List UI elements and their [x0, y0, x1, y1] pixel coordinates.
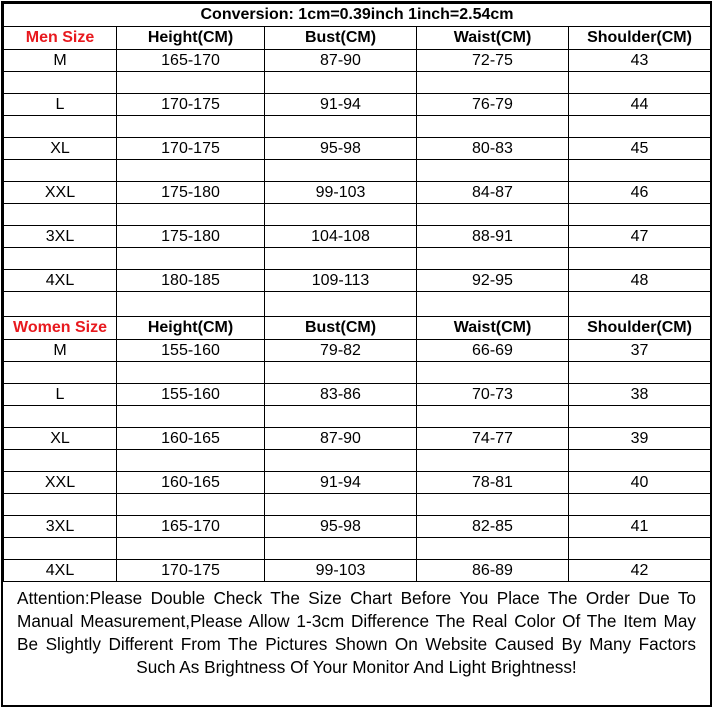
- empty-cell: [569, 362, 711, 384]
- spacer-row: [4, 494, 711, 516]
- empty-cell: [417, 248, 569, 270]
- empty-cell: [4, 72, 117, 94]
- height-cell: 170-175: [117, 560, 265, 582]
- height-cell: 175-180: [117, 182, 265, 204]
- empty-cell: [569, 72, 711, 94]
- spacer-row: [4, 248, 711, 270]
- bust-cell: 99-103: [265, 560, 417, 582]
- waist-cell: 80-83: [417, 138, 569, 160]
- empty-cell: [117, 494, 265, 516]
- table-row: [4, 560, 711, 582]
- size-cell: M: [4, 50, 117, 72]
- bust-cell: 83-86: [265, 384, 417, 406]
- empty-cell: [117, 450, 265, 472]
- waist-cell: 84-87: [417, 182, 569, 204]
- empty-cell: [265, 204, 417, 226]
- height-cell: 180-185: [117, 270, 265, 292]
- attention-note: Attention:Please Double Check The Size Chart Before You Place The Order Due To Manual Measurement,Please Allow 1-3cm Difference The Real Color Of The Item May Be Slightly Different From The Pictures Shown On Website Caused By Many Factors Such As Brightness Of Your Monitor And Light Brightness!: [17, 588, 696, 677]
- size-cell: XL: [4, 428, 117, 450]
- table-row: [4, 50, 711, 72]
- shoulder-cell: 44: [569, 94, 711, 116]
- spacer-row: [4, 72, 711, 94]
- shoulder-cell: 37: [569, 340, 711, 362]
- empty-cell: [569, 450, 711, 472]
- empty-cell: [417, 116, 569, 138]
- waist-header: Waist(CM): [417, 27, 569, 50]
- shoulder-cell: 46: [569, 182, 711, 204]
- height-cell: 160-165: [117, 472, 265, 494]
- empty-cell: [265, 406, 417, 428]
- empty-cell: [417, 450, 569, 472]
- waist-cell: 92-95: [417, 270, 569, 292]
- shoulder-cell: 47: [569, 226, 711, 248]
- height-cell: 155-160: [117, 384, 265, 406]
- bust-cell: 91-94: [265, 472, 417, 494]
- table-row: [4, 94, 711, 116]
- spacer-row: [4, 204, 711, 226]
- empty-cell: [417, 204, 569, 226]
- empty-cell: [569, 406, 711, 428]
- empty-cell: [265, 494, 417, 516]
- shoulder-header: Shoulder(CM): [569, 27, 711, 50]
- table-row: [4, 428, 711, 450]
- conversion-row: [4, 4, 711, 27]
- shoulder-cell: 45: [569, 138, 711, 160]
- women-header-row: [4, 317, 711, 340]
- waist-cell: 70-73: [417, 384, 569, 406]
- table-row: [4, 226, 711, 248]
- table-row: [4, 182, 711, 204]
- empty-cell: [417, 160, 569, 182]
- waist-cell: 72-75: [417, 50, 569, 72]
- bust-cell: 91-94: [265, 94, 417, 116]
- empty-cell: [4, 494, 117, 516]
- height-header: Height(CM): [117, 317, 265, 340]
- bust-cell: 104-108: [265, 226, 417, 248]
- height-cell: 170-175: [117, 94, 265, 116]
- empty-cell: [417, 72, 569, 94]
- shoulder-cell: 38: [569, 384, 711, 406]
- waist-cell: 66-69: [417, 340, 569, 362]
- size-chart: [1, 1, 712, 707]
- empty-cell: [117, 292, 265, 317]
- shoulder-cell: 39: [569, 428, 711, 450]
- shoulder-header: Shoulder(CM): [569, 317, 711, 340]
- waist-cell: 88-91: [417, 226, 569, 248]
- height-cell: 165-170: [117, 516, 265, 538]
- waist-cell: 82-85: [417, 516, 569, 538]
- spacer-row: [4, 406, 711, 428]
- bust-cell: 87-90: [265, 428, 417, 450]
- size-cell: 4XL: [4, 270, 117, 292]
- waist-cell: 76-79: [417, 94, 569, 116]
- empty-cell: [265, 248, 417, 270]
- empty-cell: [569, 248, 711, 270]
- empty-cell: [117, 116, 265, 138]
- table-row: [4, 384, 711, 406]
- empty-cell: [265, 72, 417, 94]
- empty-cell: [417, 406, 569, 428]
- bust-header: Bust(CM): [265, 27, 417, 50]
- men-size-label: Men Size: [4, 27, 117, 50]
- empty-cell: [4, 204, 117, 226]
- waist-header: Waist(CM): [417, 317, 569, 340]
- size-cell: XL: [4, 138, 117, 160]
- empty-cell: [265, 160, 417, 182]
- empty-cell: [117, 406, 265, 428]
- empty-cell: [569, 538, 711, 560]
- size-cell: XXL: [4, 472, 117, 494]
- empty-cell: [117, 204, 265, 226]
- empty-cell: [4, 116, 117, 138]
- spacer-row: [4, 292, 711, 317]
- bust-header: Bust(CM): [265, 317, 417, 340]
- size-cell: M: [4, 340, 117, 362]
- spacer-row: [4, 538, 711, 560]
- empty-cell: [265, 538, 417, 560]
- empty-cell: [265, 362, 417, 384]
- shoulder-cell: 40: [569, 472, 711, 494]
- women-size-label: Women Size: [4, 317, 117, 340]
- height-cell: 175-180: [117, 226, 265, 248]
- empty-cell: [569, 494, 711, 516]
- empty-cell: [4, 292, 117, 317]
- empty-cell: [569, 116, 711, 138]
- empty-cell: [4, 248, 117, 270]
- size-cell: XXL: [4, 182, 117, 204]
- bust-cell: 95-98: [265, 516, 417, 538]
- bust-cell: 99-103: [265, 182, 417, 204]
- empty-cell: [4, 362, 117, 384]
- shoulder-cell: 43: [569, 50, 711, 72]
- empty-cell: [417, 538, 569, 560]
- size-cell: 4XL: [4, 560, 117, 582]
- table-row: [4, 340, 711, 362]
- men-header-row: [4, 27, 711, 50]
- height-cell: 165-170: [117, 50, 265, 72]
- empty-cell: [4, 538, 117, 560]
- height-cell: 160-165: [117, 428, 265, 450]
- empty-cell: [4, 406, 117, 428]
- size-cell: L: [4, 94, 117, 116]
- empty-cell: [417, 362, 569, 384]
- empty-cell: [569, 204, 711, 226]
- waist-cell: 74-77: [417, 428, 569, 450]
- empty-cell: [265, 450, 417, 472]
- empty-cell: [4, 160, 117, 182]
- empty-cell: [117, 538, 265, 560]
- empty-cell: [417, 494, 569, 516]
- size-cell: 3XL: [4, 226, 117, 248]
- bust-cell: 79-82: [265, 340, 417, 362]
- empty-cell: [117, 248, 265, 270]
- bust-cell: 109-113: [265, 270, 417, 292]
- table-row: [4, 270, 711, 292]
- spacer-row: [4, 450, 711, 472]
- bust-cell: 87-90: [265, 50, 417, 72]
- empty-cell: [4, 450, 117, 472]
- spacer-row: [4, 362, 711, 384]
- table-row: [4, 516, 711, 538]
- empty-cell: [569, 160, 711, 182]
- empty-cell: [117, 362, 265, 384]
- spacer-row: [4, 116, 711, 138]
- empty-cell: [569, 292, 711, 317]
- size-cell: L: [4, 384, 117, 406]
- empty-cell: [417, 292, 569, 317]
- height-cell: 155-160: [117, 340, 265, 362]
- bust-cell: 95-98: [265, 138, 417, 160]
- shoulder-cell: 48: [569, 270, 711, 292]
- spacer-row: [4, 160, 711, 182]
- table-row: [4, 138, 711, 160]
- empty-cell: [265, 116, 417, 138]
- table-row: [4, 472, 711, 494]
- waist-cell: 78-81: [417, 472, 569, 494]
- size-table: [3, 3, 711, 582]
- height-header: Height(CM): [117, 27, 265, 50]
- empty-cell: [117, 160, 265, 182]
- height-cell: 170-175: [117, 138, 265, 160]
- waist-cell: 86-89: [417, 560, 569, 582]
- shoulder-cell: 42: [569, 560, 711, 582]
- shoulder-cell: 41: [569, 516, 711, 538]
- conversion-text: Conversion: 1cm=0.39inch 1inch=2.54cm: [4, 4, 711, 27]
- size-cell: 3XL: [4, 516, 117, 538]
- empty-cell: [265, 292, 417, 317]
- empty-cell: [117, 72, 265, 94]
